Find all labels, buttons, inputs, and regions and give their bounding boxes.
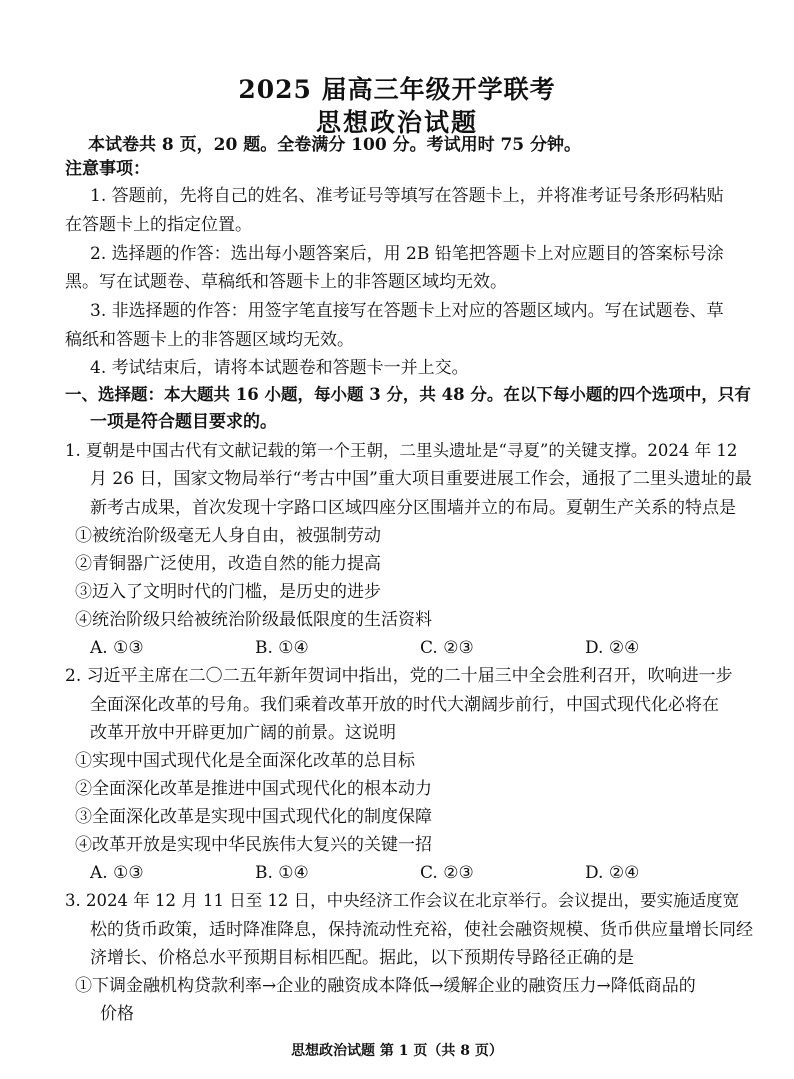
q2-stem-2: 全面深化改革的号角。我们乘着改革开放的时代大潮阔步前行，中国式现代化必将在 xyxy=(90,695,719,715)
q2-choice-c: C. ②③ xyxy=(420,863,474,883)
q3-stem-3: 济增长、价格总水平预期目标相匹配。据此，以下预期传导路径正确的是 xyxy=(90,948,634,968)
q1-choice-a: A. ①③ xyxy=(90,638,144,658)
q1-item-3: ③迈入了文明时代的门槛，是历史的进步 xyxy=(75,582,381,602)
q1-stem: 1. 夏朝是中国古代有文献记载的第一个王朝，二里头遗址是“寻夏”的关键支撑。2024 年 12 xyxy=(65,441,738,460)
note-3: 3. 非选择题的作答：用签字笔直接写在答题卡上对应的答题区域内。写在试题卷、草 xyxy=(90,301,724,321)
note-4: 4. 考试结束后，请将本试题卷和答题卡一并上交。 xyxy=(90,358,469,378)
q2-item-4: ④改革开放是实现中华民族伟大复兴的关键一招 xyxy=(75,835,432,855)
q1-stem-2: 月 26 日，国家文物局举行“考古中国”重大项目重要进展工作会，通报了二里头遗址的最 xyxy=(90,469,752,489)
q1-item-2: ②青铜器广泛使用，改造自然的能力提高 xyxy=(75,554,381,574)
q2-stem: 2. 习近平主席在二〇二五年新年贺词中指出，党的二十届三中全会胜利召开，吹响进一步 xyxy=(65,666,733,686)
q1-stem-3: 新考古成果，首次发现十字路口区域四座分区围墙并立的布局。夏朝生产关系的特点是 xyxy=(90,498,736,518)
note-2-cont: 黑。写在试题卷、草稿纸和答题卡上的非答题区域均无效。 xyxy=(65,272,507,292)
q2-choice-d: D. ②④ xyxy=(585,863,640,883)
q1-choice-c: C. ②③ xyxy=(420,638,474,658)
exam-info: 本试卷共 8 页，20 题。全卷满分 100 分。考试用时 75 分钟。 xyxy=(88,135,582,155)
q2-item-3: ③全面深化改革是实现中国式现代化的制度保障 xyxy=(75,807,432,827)
q2-item-2: ②全面深化改革是推进中国式现代化的根本动力 xyxy=(75,779,432,799)
note-3-cont: 稿纸和答题卡上的非答题区域均无效。 xyxy=(65,330,354,350)
section-heading-cont: 一项是符合题目要求的。 xyxy=(90,412,277,432)
exam-title: 2025 届高三年级开学联考 xyxy=(238,75,556,104)
note-1-cont: 在答题卡上的指定位置。 xyxy=(65,215,252,235)
q2-item-1: ①实现中国式现代化是全面深化改革的总目标 xyxy=(75,751,415,771)
q1-choice-b: B. ①④ xyxy=(255,638,309,658)
q2-choice-a: A. ①③ xyxy=(90,863,144,883)
q3-stem-2: 松的货币政策，适时降准降息，保持流动性充裕，使社会融资规模、货币供应量增长同经 xyxy=(90,920,753,940)
q1-item-4: ④统治阶级只给被统治阶级最低限度的生活资料 xyxy=(75,610,432,630)
q3-item-1-cont: 价格 xyxy=(100,1004,134,1024)
notes-label: 注意事项： xyxy=(65,159,150,179)
q2-stem-3: 改革开放中开辟更加广阔的前景。这说明 xyxy=(90,723,396,743)
q3-stem: 3. 2024 年 12 月 11 日至 12 日，中央经济工作会议在北京举行。会议提出，要实施适度宽 xyxy=(65,891,740,910)
q1-choice-d: D. ②④ xyxy=(585,638,640,658)
exam-subject: 思想政治试题 xyxy=(315,108,478,137)
q1-item-1: ①被统治阶级毫无人身自由，被强制劳动 xyxy=(75,526,381,546)
note-2: 2. 选择题的作答：选出每小题答案后，用 2B 铅笔把答题卡上对应题目的答案标号涂 xyxy=(90,244,724,264)
q3-item-1: ①下调金融机构贷款利率→企业的融资成本降低→缓解企业的融资压力→降低商品的 xyxy=(75,976,696,996)
section-heading: 一、选择题：本大题共 16 小题，每小题 3 分，共 48 分。在以下每小题的四个选项中，只有 xyxy=(65,385,751,404)
page-footer: 思想政治试题 第 1 页（共 8 页） xyxy=(291,1043,503,1059)
note-1: 1. 答题前，先将自己的姓名、准考证号等填写在答题卡上，并将准考证号条形码粘贴 xyxy=(90,186,724,206)
q2-choice-b: B. ①④ xyxy=(255,863,309,883)
